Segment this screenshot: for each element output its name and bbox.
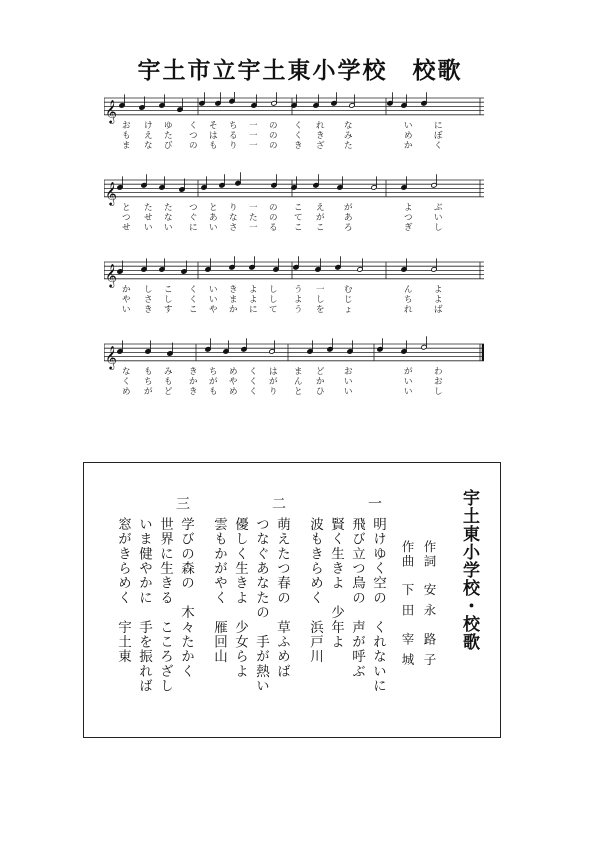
lyric-column: 一しを bbox=[316, 285, 325, 315]
lyric-column: わおし bbox=[434, 367, 443, 397]
lyric-column: えがこ bbox=[316, 203, 325, 233]
lyric-column: れきざ bbox=[316, 121, 325, 151]
verse-line: 世界に生きる こころざし bbox=[157, 517, 173, 694]
lyric-column: にぼく bbox=[434, 121, 443, 151]
lyric-column: くくこ bbox=[189, 285, 198, 315]
treble-clef-icon: 𝄞 bbox=[105, 180, 117, 205]
lyrics-box bbox=[83, 462, 501, 738]
lyric-column: つぐに bbox=[189, 203, 198, 233]
verse-line: 学びの森の 木々たかく bbox=[178, 517, 194, 679]
lyric-column: ゆたび bbox=[164, 121, 173, 151]
verse-line: 明けゆく空の くれないに bbox=[370, 517, 386, 694]
lyric-column: きまか bbox=[229, 285, 238, 315]
lyric-column: なくめ bbox=[122, 367, 131, 397]
lyricist-name: 安 永 路 子 bbox=[422, 583, 437, 668]
lyric-column: ぶいし bbox=[434, 203, 443, 233]
lyric-column: とつせ bbox=[122, 203, 131, 233]
composer-role: 作曲 bbox=[400, 540, 415, 569]
lyric-column: はがり bbox=[269, 367, 278, 397]
lyric-column: もちが bbox=[144, 367, 153, 397]
song-title: 宇土東小学校・校歌 bbox=[459, 489, 479, 651]
lyric-column: こしす bbox=[164, 285, 173, 315]
lyric-column: かやい bbox=[122, 285, 131, 315]
sheet-music bbox=[104, 92, 484, 422]
lyric-column: まんと bbox=[294, 367, 303, 397]
lyric-column: がいい bbox=[404, 367, 413, 397]
lyric-column: たない bbox=[164, 203, 173, 233]
verse-line: 萌えたつ春の 草ふめば bbox=[274, 517, 290, 679]
lyric-column: 一た一 bbox=[249, 203, 258, 233]
lyric-column: おいい bbox=[344, 367, 353, 397]
treble-clef-icon: 𝄞 bbox=[105, 98, 117, 123]
lyric-column: うよう bbox=[294, 285, 303, 315]
verse-line: 賢く生きよ 少年よ bbox=[328, 517, 344, 650]
treble-clef-icon: 𝄞 bbox=[105, 262, 117, 287]
lyric-column: めやめ bbox=[229, 367, 238, 397]
lyric-column: くくく bbox=[249, 367, 258, 397]
lyric-column: くくき bbox=[294, 121, 303, 151]
lyric-column: があろ bbox=[344, 203, 353, 233]
lyric-column: むじょ bbox=[344, 285, 353, 315]
lyric-column: ちるり bbox=[229, 121, 238, 151]
lyric-column: よよに bbox=[249, 285, 258, 315]
lyric-column: りなさ bbox=[229, 203, 238, 233]
lyric-column: たせい bbox=[144, 203, 153, 233]
verse-number: 三 bbox=[174, 496, 190, 510]
verse-number: 一 bbox=[366, 496, 382, 510]
lyric-column: とあい bbox=[209, 203, 218, 233]
lyric-column: しして bbox=[269, 285, 278, 315]
lyric-column: けえな bbox=[144, 121, 153, 151]
lyric-column: んちれ bbox=[404, 285, 413, 315]
lyric-column: こてこ bbox=[294, 203, 303, 233]
lyric-column: ののの bbox=[269, 121, 278, 151]
verse-line: 窓がきらめく 宇土東 bbox=[115, 517, 131, 664]
lyric-column: ちがも bbox=[209, 367, 218, 397]
lyric-column: いめか bbox=[404, 121, 413, 151]
lyric-column: きかき bbox=[189, 367, 198, 397]
lyric-column: ののる bbox=[269, 203, 278, 233]
lyricist-credit bbox=[420, 540, 438, 667]
lyric-column: おもま bbox=[122, 121, 131, 151]
lyric-column: みもど bbox=[164, 367, 173, 397]
lyric-column: よつぎ bbox=[404, 203, 413, 233]
verse-line: いま健やかに 手を振れば bbox=[136, 517, 152, 694]
lyric-column: どかひ bbox=[316, 367, 325, 397]
verse-line: 波もきらめく 浜戸川 bbox=[307, 517, 323, 664]
lyric-column: 一一一 bbox=[249, 121, 258, 151]
lyric-column: いいや bbox=[209, 285, 218, 315]
composer-credit bbox=[398, 540, 416, 667]
lyricist-role: 作詞 bbox=[422, 540, 437, 569]
lyric-column: そはも bbox=[209, 121, 218, 151]
verse-line: 雲もかがやく 雁回山 bbox=[211, 517, 227, 664]
lyric-column: くつの bbox=[189, 121, 198, 151]
lyric-column: よよば bbox=[434, 285, 443, 315]
lyric-column: なみた bbox=[344, 121, 353, 151]
music-staff-group bbox=[104, 92, 484, 422]
page-title: 宇土市立宇土東小学校 校歌 bbox=[137, 58, 463, 84]
treble-clef-icon: 𝄞 bbox=[105, 344, 117, 369]
composer-name: 下 田 宰 城 bbox=[400, 583, 415, 668]
lyric-column: しさき bbox=[144, 285, 153, 315]
verse-number: 二 bbox=[270, 496, 286, 510]
verse-line: 優しく生きよ 少女らよ bbox=[232, 517, 248, 679]
verse-line: 飛び立つ鳥の 声が呼ぶ bbox=[349, 517, 365, 679]
verse-line: つなぐあなたの 手が熱い bbox=[253, 517, 269, 694]
